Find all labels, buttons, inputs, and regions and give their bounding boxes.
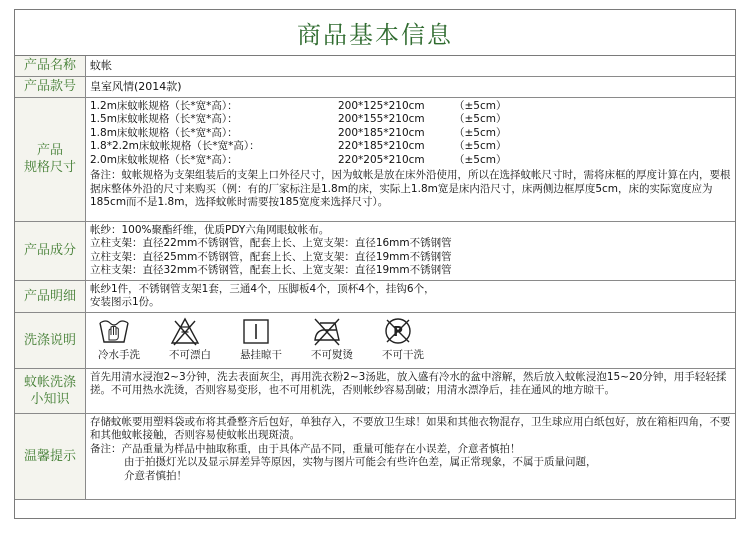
warm-sub-line: 介意者慎拍！ bbox=[124, 469, 187, 482]
label-composition: 产品成分 bbox=[15, 221, 86, 280]
row-spec bbox=[15, 97, 735, 221]
spec-name: 1.5m床蚊帐规格（长*宽*高）： bbox=[90, 113, 238, 125]
spec-line bbox=[90, 154, 731, 168]
details-line: 安装图示1份。 bbox=[90, 296, 160, 308]
wash-icons bbox=[86, 313, 735, 364]
row-composition bbox=[15, 221, 735, 280]
spec-size: 200*125*210cm bbox=[338, 99, 425, 112]
spec-tolerance: （±5cm） bbox=[454, 126, 507, 139]
spec-line bbox=[90, 100, 731, 114]
value-washing bbox=[86, 312, 736, 368]
composition-line: 立柱支架：直径32mm不锈钢管，配套上长、上宽支架：直径19mm不锈钢管 bbox=[90, 264, 452, 276]
no-iron-icon bbox=[311, 316, 343, 346]
row-washing bbox=[15, 312, 735, 368]
label-spec-line2: 规格尺寸 bbox=[23, 160, 76, 175]
wash-item bbox=[311, 316, 382, 362]
label-tips-line2: 小知识 bbox=[30, 391, 70, 407]
wash-caption: 悬挂晾干 bbox=[240, 348, 282, 361]
spec-tolerance: （±5cm） bbox=[454, 99, 507, 112]
row-warm bbox=[15, 413, 735, 499]
wash-caption: 不可漂白 bbox=[169, 348, 211, 361]
no-dry-clean-icon bbox=[382, 316, 414, 346]
product-info-card bbox=[14, 9, 736, 519]
page-title: 商品基本信息 bbox=[297, 21, 453, 49]
wash-item bbox=[382, 316, 453, 362]
spec-name: 1.8*2.2m床蚊帐规格（长*宽*高）： bbox=[90, 140, 260, 152]
value-tips: 首先用清水浸泡2~3分钟，洗去表面灰尘，再用洗衣粉2~3汤匙，放入盛有冷水的盆中溶解，然后放入蚊帐浸泡15~20分钟，用手轻轻揉搓。不可用热水洗烫，否则容易变形，也不可用机洗，否则帐纱容易刮破；用清水漂净后，挂在通风的地方晾干。 bbox=[86, 368, 736, 413]
row-details bbox=[15, 280, 735, 312]
row-name bbox=[15, 56, 735, 76]
title-bar bbox=[15, 10, 735, 56]
spec-line bbox=[90, 140, 731, 154]
value-model: 皇室风情(2014款) bbox=[86, 76, 736, 97]
wash-item bbox=[169, 316, 240, 362]
spec-line bbox=[90, 127, 731, 141]
value-composition bbox=[86, 221, 736, 280]
spec-name: 2.0m床蚊帐规格（长*宽*高）： bbox=[90, 153, 238, 166]
wash-item bbox=[240, 316, 311, 362]
row-tips bbox=[15, 368, 735, 413]
composition-line: 立柱支架：直径25mm不锈钢管，配套上长、上宽支架：直径19mm不锈钢管 bbox=[90, 250, 452, 263]
details-line: 帐纱1件，不锈钢管支架1套，三通4个，压脚板4个，顶杯4个，挂钩6个， bbox=[90, 282, 435, 295]
spec-tolerance: （±5cm） bbox=[454, 153, 507, 166]
wash-caption: 不可干洗 bbox=[382, 348, 424, 361]
spec-size: 220*185*210cm bbox=[338, 140, 425, 152]
value-spec bbox=[86, 97, 736, 221]
line-dry-icon bbox=[240, 316, 272, 346]
info-table bbox=[15, 56, 735, 500]
row-model bbox=[15, 76, 735, 97]
spec-line bbox=[90, 113, 731, 127]
label-washing: 洗涤说明 bbox=[15, 312, 86, 368]
value-details bbox=[86, 280, 736, 312]
composition-line: 立柱支架：直径22mm不锈钢管，配套上长、上宽支架：直径16mm不锈钢管 bbox=[90, 237, 452, 249]
spec-name: 1.2m床蚊帐规格（长*宽*高）： bbox=[90, 99, 238, 112]
warm-line: 备注：产品重量为样品中抽取称重，由于具体产品不同，重量可能存在小误差，介意者慎拍！ bbox=[90, 442, 521, 455]
svg-text:P: P bbox=[393, 324, 403, 340]
label-tips-line1: 蚊帐洗涤 bbox=[23, 374, 76, 390]
label-tips bbox=[15, 368, 86, 413]
label-spec-line1: 产品 bbox=[36, 143, 63, 158]
label-spec bbox=[15, 97, 86, 221]
warm-sub-line: 由于拍摄灯光以及显示屏差异等原因，实物与图片可能会有些许色差，属正常现象，不属于质量问题， bbox=[124, 456, 597, 468]
wash-item bbox=[98, 316, 169, 362]
spec-size: 200*185*210cm bbox=[338, 126, 425, 139]
spec-list bbox=[90, 100, 731, 168]
no-bleach-icon bbox=[169, 316, 201, 346]
spec-tolerance: （±5cm） bbox=[454, 140, 507, 152]
label-warm: 温馨提示 bbox=[15, 413, 86, 499]
label-details: 产品明细 bbox=[15, 280, 86, 312]
spec-name: 1.8m床蚊帐规格（长*宽*高）： bbox=[90, 126, 238, 139]
value-warm bbox=[86, 413, 736, 499]
spec-note: 备注：蚊帐规格为支架组装后的支架上口外径尺寸，因为蚊帐是放在床外沿使用，所以在选择蚊帐尺寸时，需将床框的厚度计算在内，要根据床整体外沿的尺寸来购买（例：有的厂家标注是1.8m的床，实际上1.8m宽是床内沿尺寸，床两侧边框厚度5cm，床的实际宽度应为185cm而不是1.8m，选择蚊帐时需要按185宽度来选择尺寸）。 bbox=[90, 169, 731, 208]
wash-caption: 不可熨烫 bbox=[311, 348, 353, 361]
hand-wash-icon bbox=[98, 316, 130, 346]
spec-tolerance: （±5cm） bbox=[454, 113, 507, 125]
spec-size: 200*155*210cm bbox=[338, 113, 425, 125]
composition-line: 帐纱：100%聚酯纤维，优质PDY六角网眼蚊帐布。 bbox=[90, 223, 330, 236]
label-model: 产品款号 bbox=[15, 76, 86, 97]
spec-size: 220*205*210cm bbox=[338, 153, 425, 166]
value-name: 蚊帐 bbox=[86, 56, 736, 76]
warm-line: 存储蚊帐要用塑料袋或布将其叠整齐后包好，单独存入，不要放卫生球！如果和其他衣物混存，卫生球应用白纸包好，放在箱柜四角，不要和其他蚊帐接触，否则容易使蚊帐出现斑渍。 bbox=[90, 415, 731, 441]
wash-caption: 冷水手洗 bbox=[98, 348, 140, 361]
label-name: 产品名称 bbox=[15, 56, 86, 76]
